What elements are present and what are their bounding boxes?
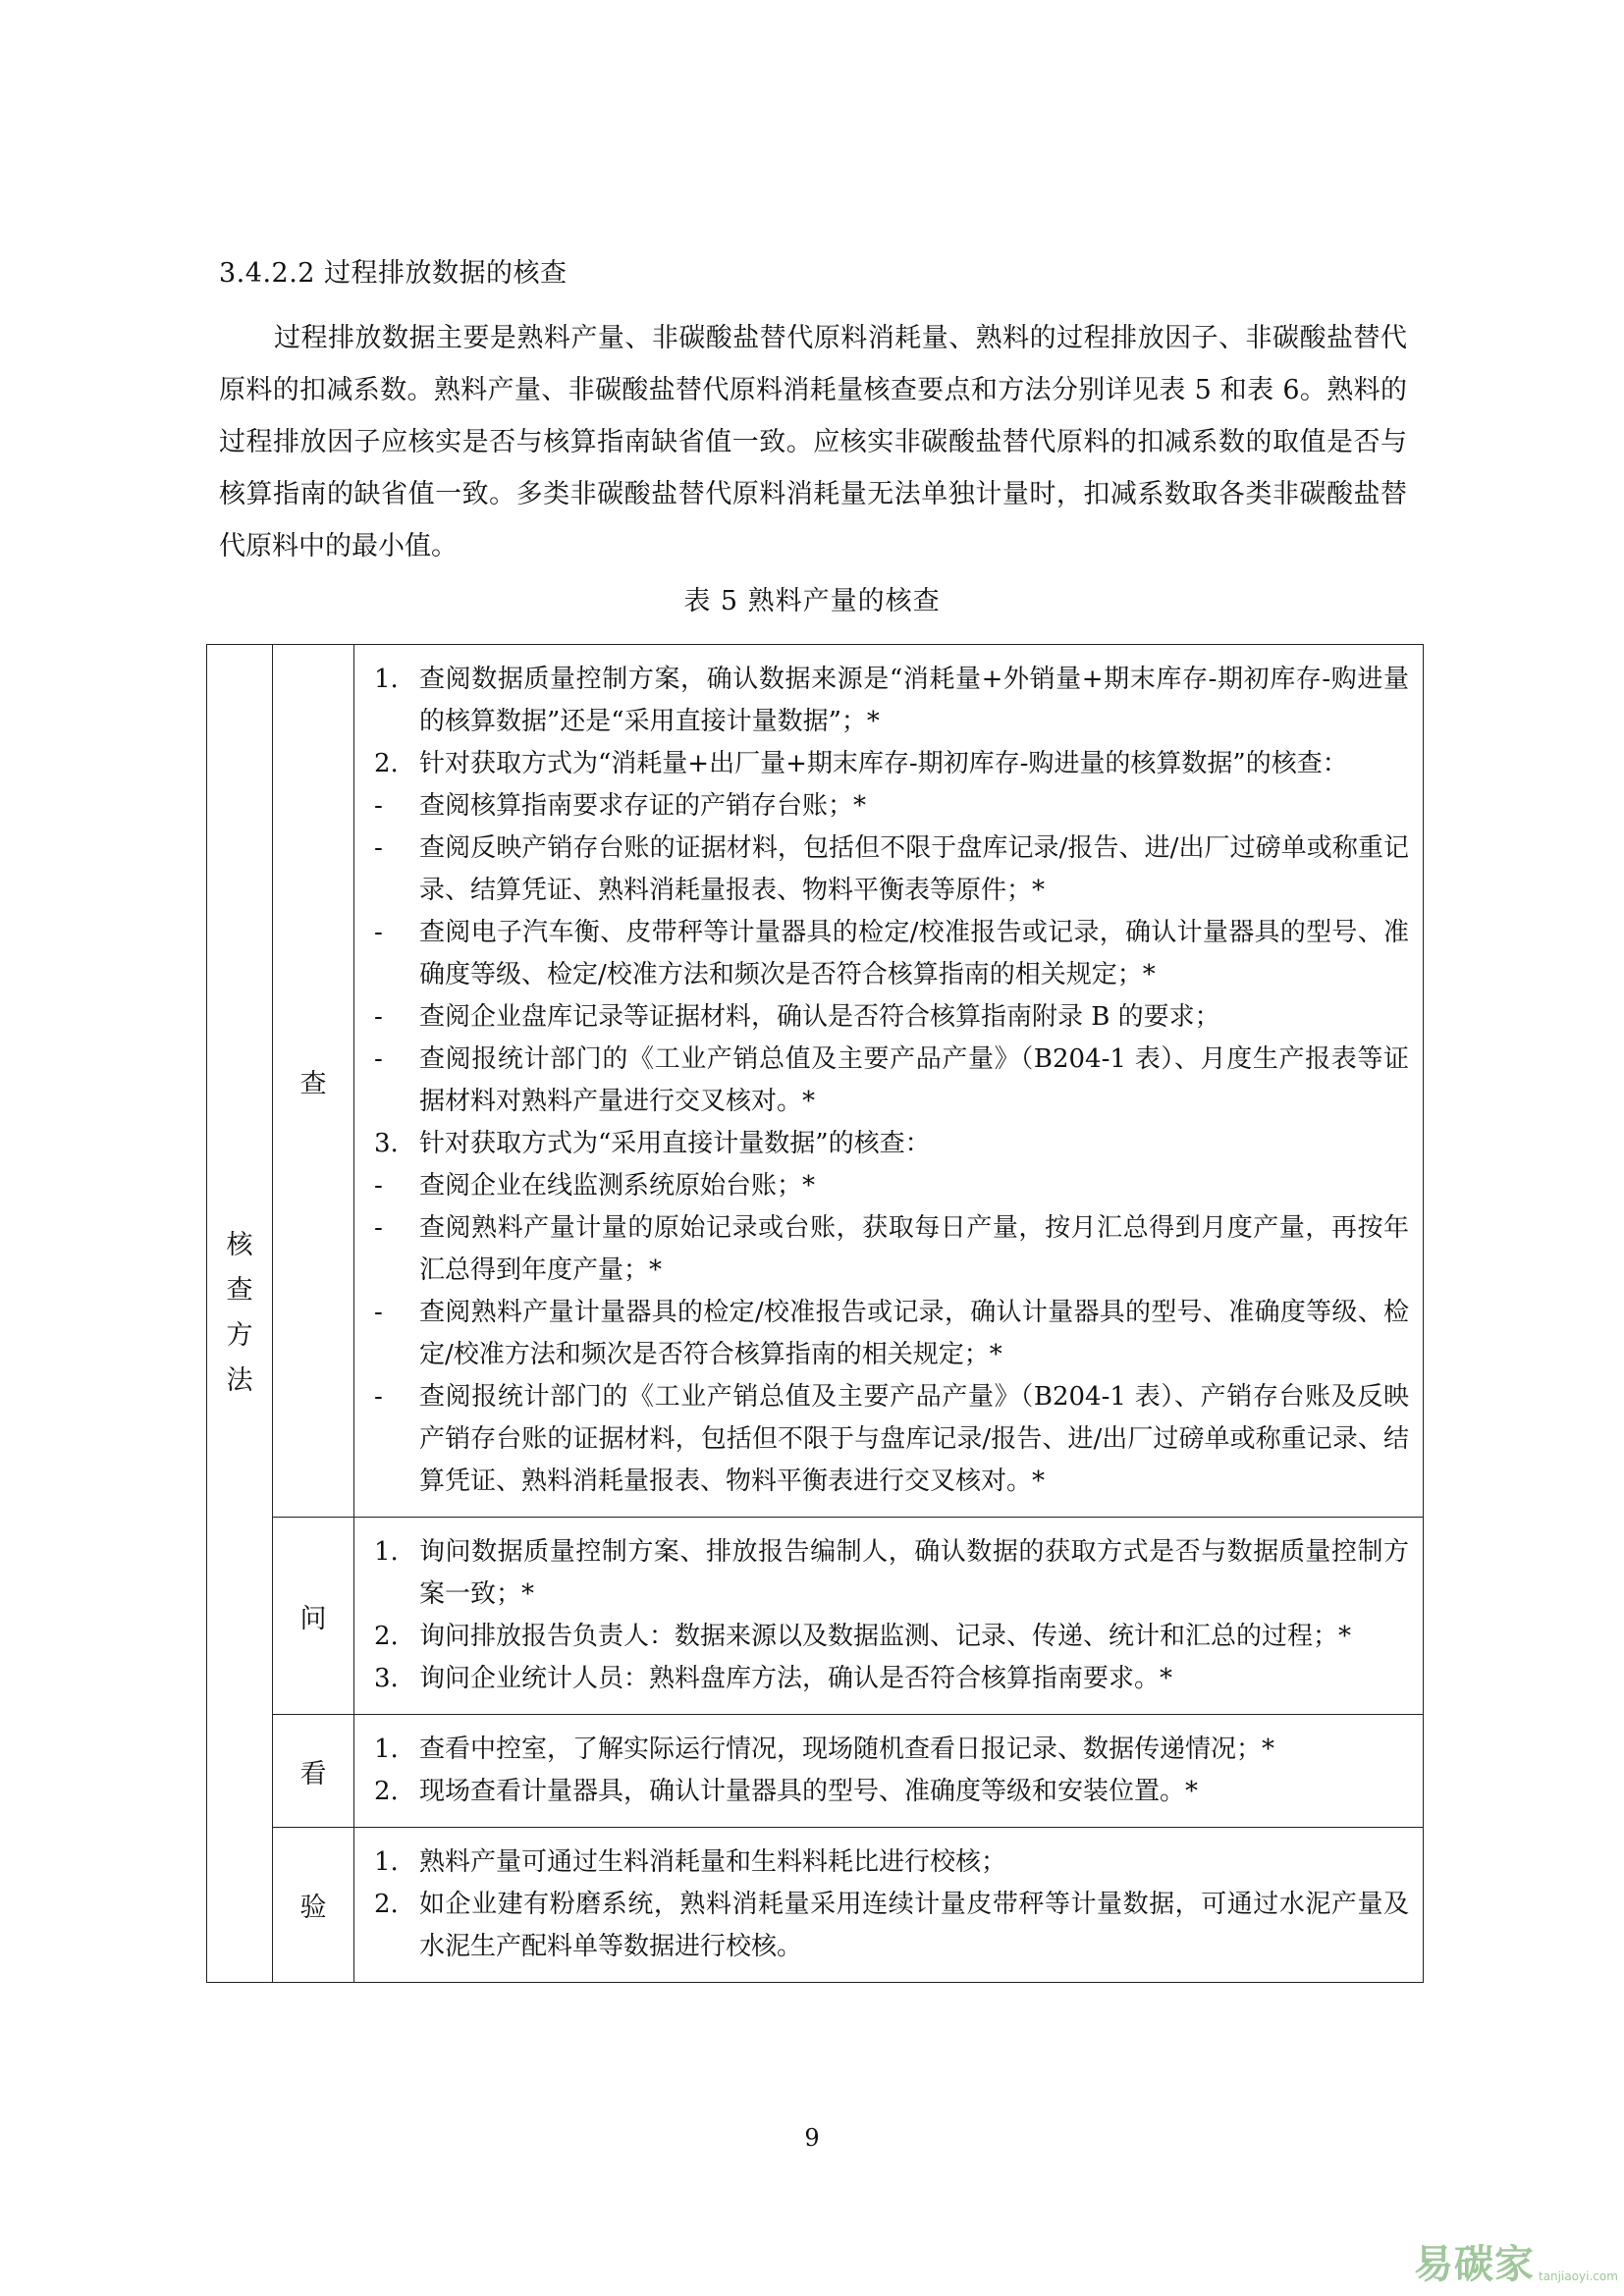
section-heading: 3.4.2.2 过程排放数据的核查 xyxy=(219,258,568,289)
item-text: 如企业建有粉磨系统，熟料消耗量采用连续计量皮带秤等计量数据，可通过水泥产量及水泥生产配料单等数据进行校核。 xyxy=(419,1890,1409,1961)
item-text: 查阅报统计部门的《工业产销总值及主要产品产量》（B204-1 表）、月度生产报表等证据材料对熟料产量进行交叉核对。* xyxy=(419,1044,1409,1116)
list-item xyxy=(364,828,1409,912)
table-caption: 表 5 熟料产量的核查 xyxy=(683,586,941,616)
item-marker: 2. xyxy=(374,1622,399,1651)
list-item xyxy=(364,912,1409,996)
list-item xyxy=(364,1165,1409,1207)
table-row xyxy=(207,1518,1424,1715)
item-marker: 1. xyxy=(374,665,399,694)
category-label: 查 xyxy=(273,645,354,1518)
item-marker: 2. xyxy=(374,749,399,778)
list-item xyxy=(364,785,1409,828)
method-label-cell xyxy=(207,645,273,1983)
method-label-char: 查 xyxy=(226,1275,253,1306)
item-text: 查阅核算指南要求存证的产销存台账；* xyxy=(419,791,867,821)
list-item xyxy=(364,1207,1409,1292)
item-text: 询问排放报告负责人：数据来源以及数据监测、记录、传递、统计和汇总的过程；* xyxy=(419,1622,1352,1651)
method-label-char: 核 xyxy=(226,1230,253,1260)
item-marker: 3. xyxy=(374,1664,399,1693)
watermark-logo xyxy=(1414,2233,1618,2289)
item-marker: - xyxy=(374,791,383,821)
list-item xyxy=(364,1531,1409,1616)
list-item xyxy=(364,1771,1409,1813)
item-marker: - xyxy=(374,918,383,947)
list-item xyxy=(364,1292,1409,1376)
method-label-char: 方 xyxy=(226,1320,253,1351)
item-text: 查阅电子汽车衡、皮带秤等计量器具的检定/校准报告或记录，确认计量器具的型号、准确度等级、检定/校准方法和频次是否符合核算指南的相关规定；* xyxy=(419,918,1409,989)
table-row xyxy=(207,645,1424,1518)
item-marker: - xyxy=(374,1171,383,1201)
list-item xyxy=(364,1039,1409,1123)
item-marker: 2. xyxy=(374,1777,399,1806)
list-item xyxy=(364,996,1409,1039)
table-row xyxy=(207,1828,1424,1983)
item-marker: - xyxy=(374,1002,383,1032)
category-label: 问 xyxy=(273,1518,354,1715)
list-item xyxy=(364,1884,1409,1968)
items-cell xyxy=(354,1518,1424,1715)
page-number: 9 xyxy=(804,2124,820,2152)
item-marker: 1. xyxy=(374,1847,399,1877)
item-marker: - xyxy=(374,1213,383,1243)
verification-table xyxy=(206,644,1424,1983)
item-text: 询问企业统计人员：熟料盘库方法，确认是否符合核算指南要求。* xyxy=(419,1664,1173,1693)
item-text: 查阅企业盘库记录等证据材料，确认是否符合核算指南附录 B 的要求； xyxy=(419,1002,1220,1032)
item-text: 查阅报统计部门的《工业产销总值及主要产品产量》（B204-1 表）、产销存台账及反映产销存台账的证据材料，包括但不限于与盘库记录/报告、进/出厂过磅单或称重记录、结算凭证、熟料消耗量报表、物料平衡表进行交叉核对。* xyxy=(419,1382,1409,1496)
item-text: 查看中控室，了解实际运行情况，现场随机查看日报记录、数据传递情况；* xyxy=(419,1735,1275,1764)
item-text: 查阅熟料产量计量的原始记录或台账，获取每日产量，按月汇总得到月度产量，再按年汇总得到年度产量；* xyxy=(419,1213,1409,1285)
watermark-url: tanjiaoyi.com xyxy=(1539,2269,1618,2283)
item-text: 现场查看计量器具，确认计量器具的型号、准确度等级和安装位置。* xyxy=(419,1777,1199,1806)
item-text: 查阅企业在线监测系统原始台账；* xyxy=(419,1171,816,1201)
item-marker: 1. xyxy=(374,1735,399,1764)
list-item xyxy=(364,1842,1409,1884)
item-text: 查阅反映产销存台账的证据材料，包括但不限于盘库记录/报告、进/出厂过磅单或称重记录、结算凭证、熟料消耗量报表、物料平衡表等原件；* xyxy=(419,833,1409,905)
item-marker: - xyxy=(374,1298,383,1327)
list-item xyxy=(364,1123,1409,1165)
item-text: 熟料产量可通过生料消耗量和生料料耗比进行校核； xyxy=(419,1847,1007,1877)
category-label: 验 xyxy=(273,1828,354,1983)
item-text: 查阅熟料产量计量器具的检定/校准报告或记录，确认计量器具的型号、准确度等级、检定/校准方法和频次是否符合核算指南的相关规定；* xyxy=(419,1298,1409,1369)
table-row xyxy=(207,1715,1424,1828)
item-marker: - xyxy=(374,833,383,863)
item-text: 针对获取方式为“消耗量+出厂量+期末库存-期初库存-购进量的核算数据”的核查： xyxy=(419,749,1348,778)
item-marker: 1. xyxy=(374,1537,399,1567)
list-item xyxy=(364,659,1409,743)
items-cell xyxy=(354,1715,1424,1828)
items-cell xyxy=(354,1828,1424,1983)
list-item xyxy=(364,1729,1409,1771)
watermark-text: 易碳家 xyxy=(1414,2242,1535,2287)
list-item xyxy=(364,1376,1409,1503)
item-marker: - xyxy=(374,1044,383,1074)
item-text: 针对获取方式为“采用直接计量数据”的核查： xyxy=(419,1129,931,1158)
body-paragraph: 过程排放数据主要是熟料产量、非碳酸盐替代原料消耗量、熟料的过程排放因子、非碳酸盐替代原料的扣减系数。熟料产量、非碳酸盐替代原料消耗量核查要点和方法分别详见表 5 和表 6。熟料的过程排放因子应核实是否与核算指南缺省值一致。应核实非碳酸盐替代原料的扣减系数的取值是否与核算指南的缺省值一致。多类非碳酸盐替代原料消耗量无法单独计量时，扣减系数取各类非碳酸盐替代原料中的最小值。 xyxy=(219,323,1407,561)
list-item xyxy=(364,1658,1409,1700)
items-cell xyxy=(354,645,1424,1518)
item-marker: 3. xyxy=(374,1129,399,1158)
method-label-char: 法 xyxy=(226,1365,253,1396)
list-item xyxy=(364,743,1409,785)
item-text: 查阅数据质量控制方案，确认数据来源是“消耗量+外销量+期末库存-期初库存-购进量的核算数据”还是“采用直接计量数据”；* xyxy=(419,665,1409,736)
item-marker: 2. xyxy=(374,1890,399,1919)
item-marker: - xyxy=(374,1382,383,1412)
item-text: 询问数据质量控制方案、排放报告编制人，确认数据的获取方式是否与数据质量控制方案一致；* xyxy=(419,1537,1409,1609)
category-label: 看 xyxy=(273,1715,354,1828)
list-item xyxy=(364,1616,1409,1658)
